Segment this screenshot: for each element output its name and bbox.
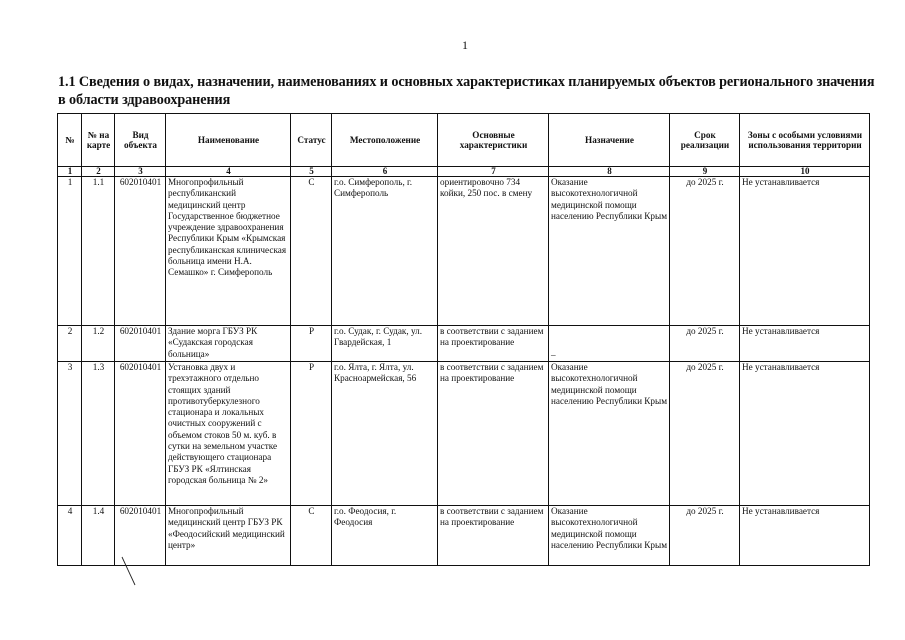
header-cell: Основные характеристики [438,114,549,167]
header-cell: Местоположение [332,114,438,167]
column-number: 3 [115,167,166,177]
cell-characteristics: в соответствии с заданием на проектирование [438,362,549,506]
header-cell: Статус [291,114,332,167]
cell-zones: Не устанавливается [740,177,870,326]
cell-location: г.о. Симферополь, г. Симферополь [332,177,438,326]
section-title: 1.1 Сведения о видах, назначении, наименованиях и основных характеристиках планируемых объектов регионального значения в области здравоохранения [58,74,875,108]
cell-num: 3 [58,362,82,506]
cell-status: С [291,506,332,566]
cell-zones: Не устанавливается [740,326,870,362]
cell-location: г.о. Судак, г. Судак, ул. Гвардейская, 1 [332,326,438,362]
cell-name: Здание морга ГБУЗ РК «Судакская городская больница» [166,326,291,362]
cell-map-num: 1.2 [82,326,115,362]
column-number: 4 [166,167,291,177]
cell-name: Многопрофильный республиканский медицинский центр Государственное бюджетное учреждение здравоохранения Республики Крым «Крымская республиканская клиническая больница имени Н.А. Семашко» г. Симферополь [166,177,291,326]
column-number: 7 [438,167,549,177]
cell-map-num: 1.4 [82,506,115,566]
header-cell: Срок реализации [670,114,740,167]
header-cell: № на карте [82,114,115,167]
cell-purpose: Оказание высокотехнологичной медицинской помощи населению Республики Крым [549,177,670,326]
header-cell: № [58,114,82,167]
column-number: 2 [82,167,115,177]
cell-object-type: 602010401 [115,362,166,506]
table-row [58,506,870,566]
cell-object-type: 602010401 [115,177,166,326]
table-row [58,362,870,506]
cell-status: С [291,177,332,326]
cell-name: Установка двух и трехэтажного отдельно стоящих зданий противотуберкулезного стационара и локальных очистных сооружений с объемом стоков 50 м. куб. в сутки на земельном участке действующего стационара ГБУЗ РК «Ялтинская городская больница № 2» [166,362,291,506]
cell-characteristics: в соответствии с заданием на проектирование [438,326,549,362]
cell-location: г.о. Ялта, г. Ялта, ул. Красноармейская, 56 [332,362,438,506]
cell-purpose: Оказание высокотехнологичной медицинской помощи населению Республики Крым [549,506,670,566]
header-cell: Наименование [166,114,291,167]
cell-object-type: 602010401 [115,326,166,362]
cell-term: до 2025 г. [670,326,740,362]
header-cell: Назначение [549,114,670,167]
cell-num: 4 [58,506,82,566]
column-number: 5 [291,167,332,177]
column-number: 6 [332,167,438,177]
page-number: 1 [462,38,468,52]
column-number: 1 [58,167,82,177]
column-number: 10 [740,167,870,177]
cell-term: до 2025 г. [670,177,740,326]
cell-num: 2 [58,326,82,362]
column-number-row [58,167,870,177]
column-number: 9 [670,167,740,177]
cell-characteristics: ориентировочно 734 койки, 250 пос. в смену [438,177,549,326]
cell-object-type: 602010401 [115,506,166,566]
cell-characteristics: в соответствии с заданием на проектирование [438,506,549,566]
cell-term: до 2025 г. [670,506,740,566]
cell-map-num: 1.3 [82,362,115,506]
header-cell: Зоны с особыми условиями использования территории [740,114,870,167]
cell-zones: Не устанавливается [740,506,870,566]
cell-purpose: – [549,326,670,362]
cell-status: Р [291,362,332,506]
cell-location: г.о. Феодосия, г. Феодосия [332,506,438,566]
column-number: 8 [549,167,670,177]
cell-purpose: Оказание высокотехнологичной медицинской помощи населению Республики Крым [549,362,670,506]
table-row [58,326,870,362]
table-row [58,177,870,326]
cell-zones: Не устанавливается [740,362,870,506]
pen-stroke-mark [121,556,137,586]
header-cell: Вид объекта [115,114,166,167]
cell-name: Многопрофильный медицинский центр ГБУЗ РК «Феодосийский медицинский центр» [166,506,291,566]
cell-status: Р [291,326,332,362]
cell-map-num: 1.1 [82,177,115,326]
planned-objects-table [57,113,870,566]
table-header-row [58,114,870,167]
cell-num: 1 [58,177,82,326]
cell-term: до 2025 г. [670,362,740,506]
